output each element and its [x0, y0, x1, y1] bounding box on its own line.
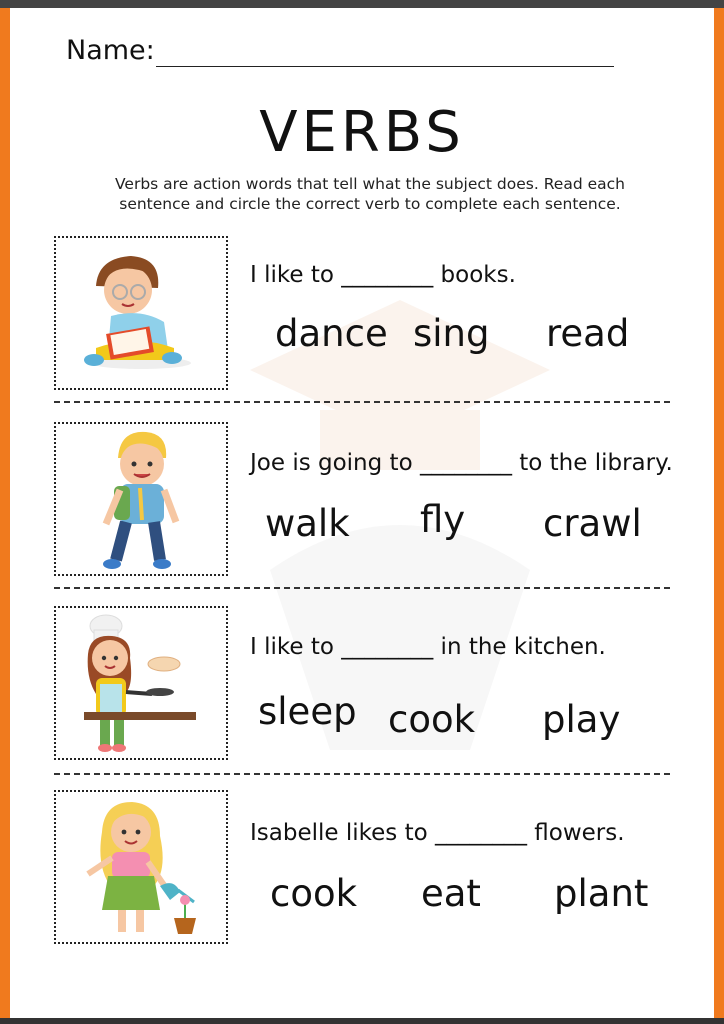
- choice-option[interactable]: sleep: [258, 690, 357, 733]
- question-sentence: Joe is going to ________ to the library.: [250, 450, 673, 476]
- instructions-line-2: sentence and circle the correct verb to complete each sentence.: [119, 195, 621, 213]
- choice-option[interactable]: fly: [420, 498, 466, 541]
- choice-option[interactable]: walk: [265, 502, 350, 545]
- top-border: [0, 0, 724, 8]
- instructions: [50, 174, 690, 214]
- boy-walking-icon: [56, 424, 226, 574]
- choice-option[interactable]: sing: [413, 312, 490, 355]
- choice-option[interactable]: plant: [554, 872, 649, 915]
- girl-watering-icon: [56, 792, 226, 942]
- boy-reading-icon: [56, 238, 226, 388]
- name-write-line[interactable]: [156, 66, 614, 67]
- name-field[interactable]: [66, 34, 616, 68]
- bottom-border: [0, 1018, 724, 1024]
- choice-option[interactable]: cook: [388, 698, 476, 741]
- boy-walking-with-backpack-illustration: [54, 422, 228, 576]
- instructions-line-1: Verbs are action words that tell what the subject does. Read each: [115, 175, 625, 193]
- girl-cooking-icon: [56, 608, 226, 758]
- question-1: [0, 232, 724, 412]
- choice-option[interactable]: cook: [270, 872, 358, 915]
- question-sentence: I like to ________ in the kitchen.: [250, 634, 606, 660]
- choice-option[interactable]: play: [542, 698, 621, 741]
- question-2: [0, 418, 724, 598]
- question-sentence: Isabelle likes to ________ flowers.: [250, 820, 625, 846]
- boy-reading-book-illustration: [54, 236, 228, 390]
- choice-option[interactable]: dance: [275, 312, 388, 355]
- choice-option[interactable]: crawl: [543, 502, 642, 545]
- page-title: VERBS: [259, 100, 465, 165]
- name-label: Name:: [66, 35, 155, 66]
- choice-option[interactable]: eat: [421, 872, 481, 915]
- girl-watering-flower-illustration: [54, 790, 228, 944]
- question-3: [0, 602, 724, 782]
- girl-chef-cooking-illustration: [54, 606, 228, 760]
- question-sentence: I like to ________ books.: [250, 262, 516, 288]
- choice-option[interactable]: read: [546, 312, 630, 355]
- question-4: [0, 788, 724, 968]
